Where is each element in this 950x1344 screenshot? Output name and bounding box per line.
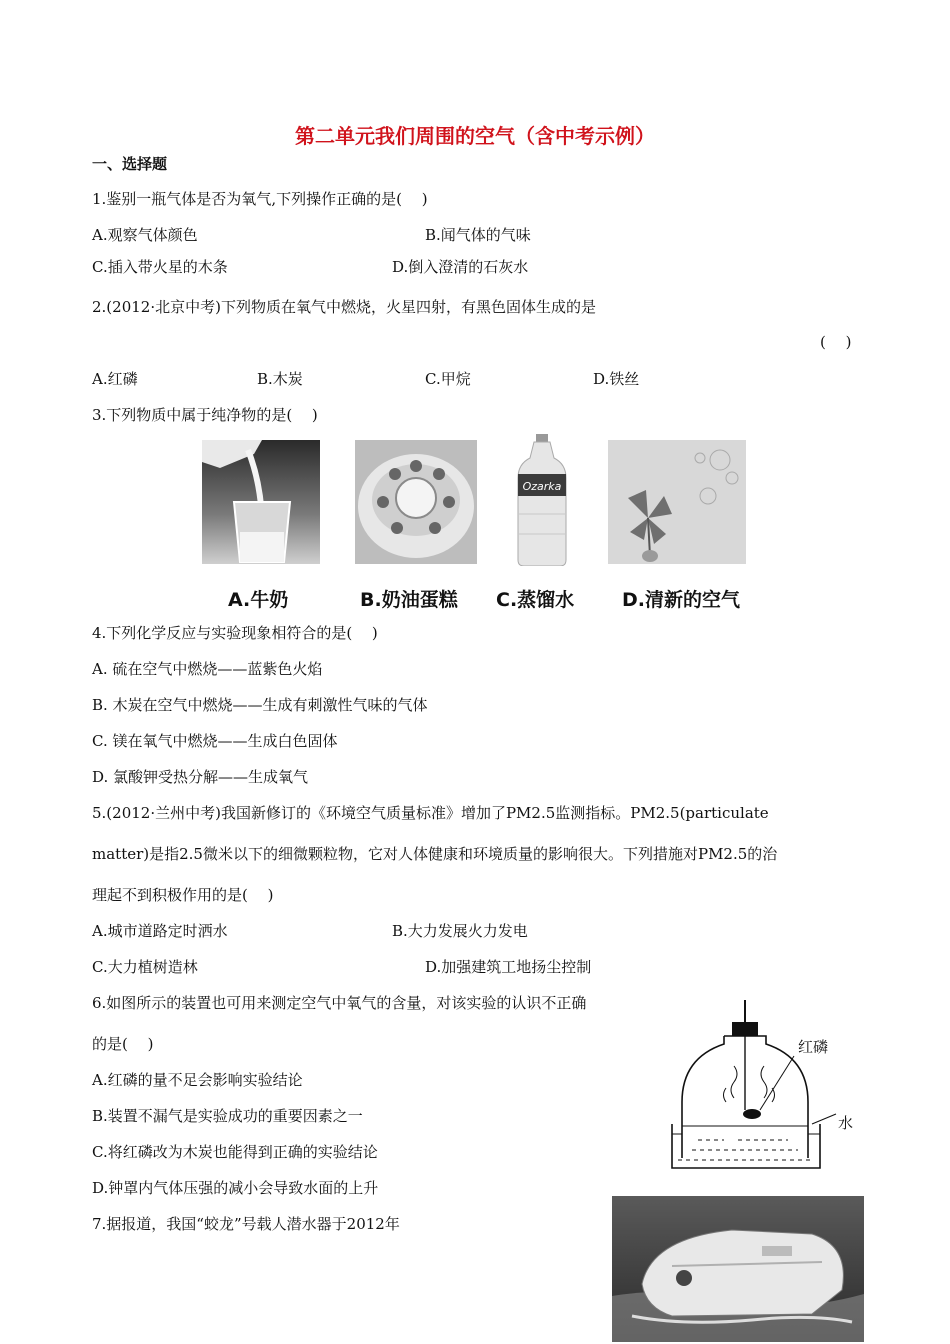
- fresh-air-photo: [608, 440, 746, 564]
- q4-option-b: B. 木炭在空气中燃烧——生成有刺激性气味的气体: [92, 696, 428, 714]
- q3-caption-d: D.清新的空气: [622, 589, 740, 611]
- section-heading: 一、选择题: [92, 155, 168, 173]
- milk-photo: [202, 440, 320, 564]
- q6-option-c: C.将红磷改为木炭也能得到正确的实验结论: [92, 1143, 378, 1161]
- q6-line-1: 6.如图所示的装置也可用来测定空气中氧气的含量，对该实验的认识不正确: [92, 994, 587, 1012]
- bell-jar-diagram: [668, 998, 868, 1174]
- q2-stem: 2.(2012·北京中考)下列物质在氧气中燃烧，火星四射，有黑色固体生成的是: [92, 298, 596, 316]
- q3-stem: 3.下列物质中属于纯净物的是( ): [92, 406, 318, 424]
- q6-option-b: B.装置不漏气是实验成功的重要因素之一: [92, 1107, 363, 1125]
- label-water: 水: [838, 1114, 854, 1132]
- q5-line-1: 5.(2012·兰州中考)我国新修订的《环境空气质量标准》增加了PM2.5监测指标。PM2.5(particulate: [92, 804, 769, 822]
- q5-option-c: C.大力植树造林: [92, 958, 198, 976]
- q3-caption-a: A.牛奶: [228, 589, 289, 611]
- q5-line-3: 理起不到积极作用的是( ): [92, 886, 274, 904]
- q1-option-d: D.倒入澄清的石灰水: [392, 258, 529, 276]
- q1-option-b: B.闻气体的气味: [425, 226, 531, 244]
- q1-option-a: A.观察气体颜色: [92, 226, 198, 244]
- q2-option-c: C.甲烷: [425, 370, 471, 388]
- q4-option-c: C. 镁在氧气中燃烧——生成白色固体: [92, 732, 338, 750]
- q2-option-b: B.木炭: [257, 370, 303, 388]
- q6-option-a: A.红磷的量不足会影响实验结论: [92, 1071, 303, 1089]
- q1-stem: 1.鉴别一瓶气体是否为氧气,下列操作正确的是( ): [92, 190, 428, 208]
- bottle-label: Ozarka: [522, 480, 562, 493]
- page-title: 第二单元我们周围的空气（含中考示例）: [295, 124, 655, 148]
- q5-line-2: matter)是指2.5微米以下的细微颗粒物，它对人体健康和环境质量的影响很大。下列措施对PM2.5的治: [92, 845, 778, 863]
- q2-answer-paren: ( ): [820, 333, 852, 351]
- q4-option-d: D. 氯酸钾受热分解——生成氧气: [92, 768, 309, 786]
- q2-option-d: D.铁丝: [593, 370, 640, 388]
- water-bottle-photo: [512, 434, 572, 566]
- q5-option-b: B.大力发展火力发电: [392, 922, 528, 940]
- q5-option-d: D.加强建筑工地扬尘控制: [425, 958, 592, 976]
- submersible-photo: [612, 1196, 864, 1342]
- q6-line-2: 的是( ): [92, 1035, 154, 1053]
- q3-caption-b: B.奶油蛋糕: [360, 589, 458, 611]
- label-red-phosphorus: 红磷: [798, 1038, 829, 1056]
- q1-option-c: C.插入带火星的木条: [92, 258, 228, 276]
- cake-photo: [355, 440, 477, 564]
- q6-option-d: D.钟罩内气体压强的减小会导致水面的上升: [92, 1179, 379, 1197]
- q2-option-a: A.红磷: [92, 370, 138, 388]
- q5-option-a: A.城市道路定时洒水: [92, 922, 228, 940]
- q7-stem: 7.据报道，我国“蛟龙”号载人潜水器于2012年: [92, 1215, 400, 1233]
- q4-option-a: A. 硫在空气中燃烧——蓝紫色火焰: [92, 660, 323, 678]
- q3-caption-c: C.蒸馏水: [496, 589, 575, 611]
- q4-stem: 4.下列化学反应与实验现象相符合的是( ): [92, 624, 378, 642]
